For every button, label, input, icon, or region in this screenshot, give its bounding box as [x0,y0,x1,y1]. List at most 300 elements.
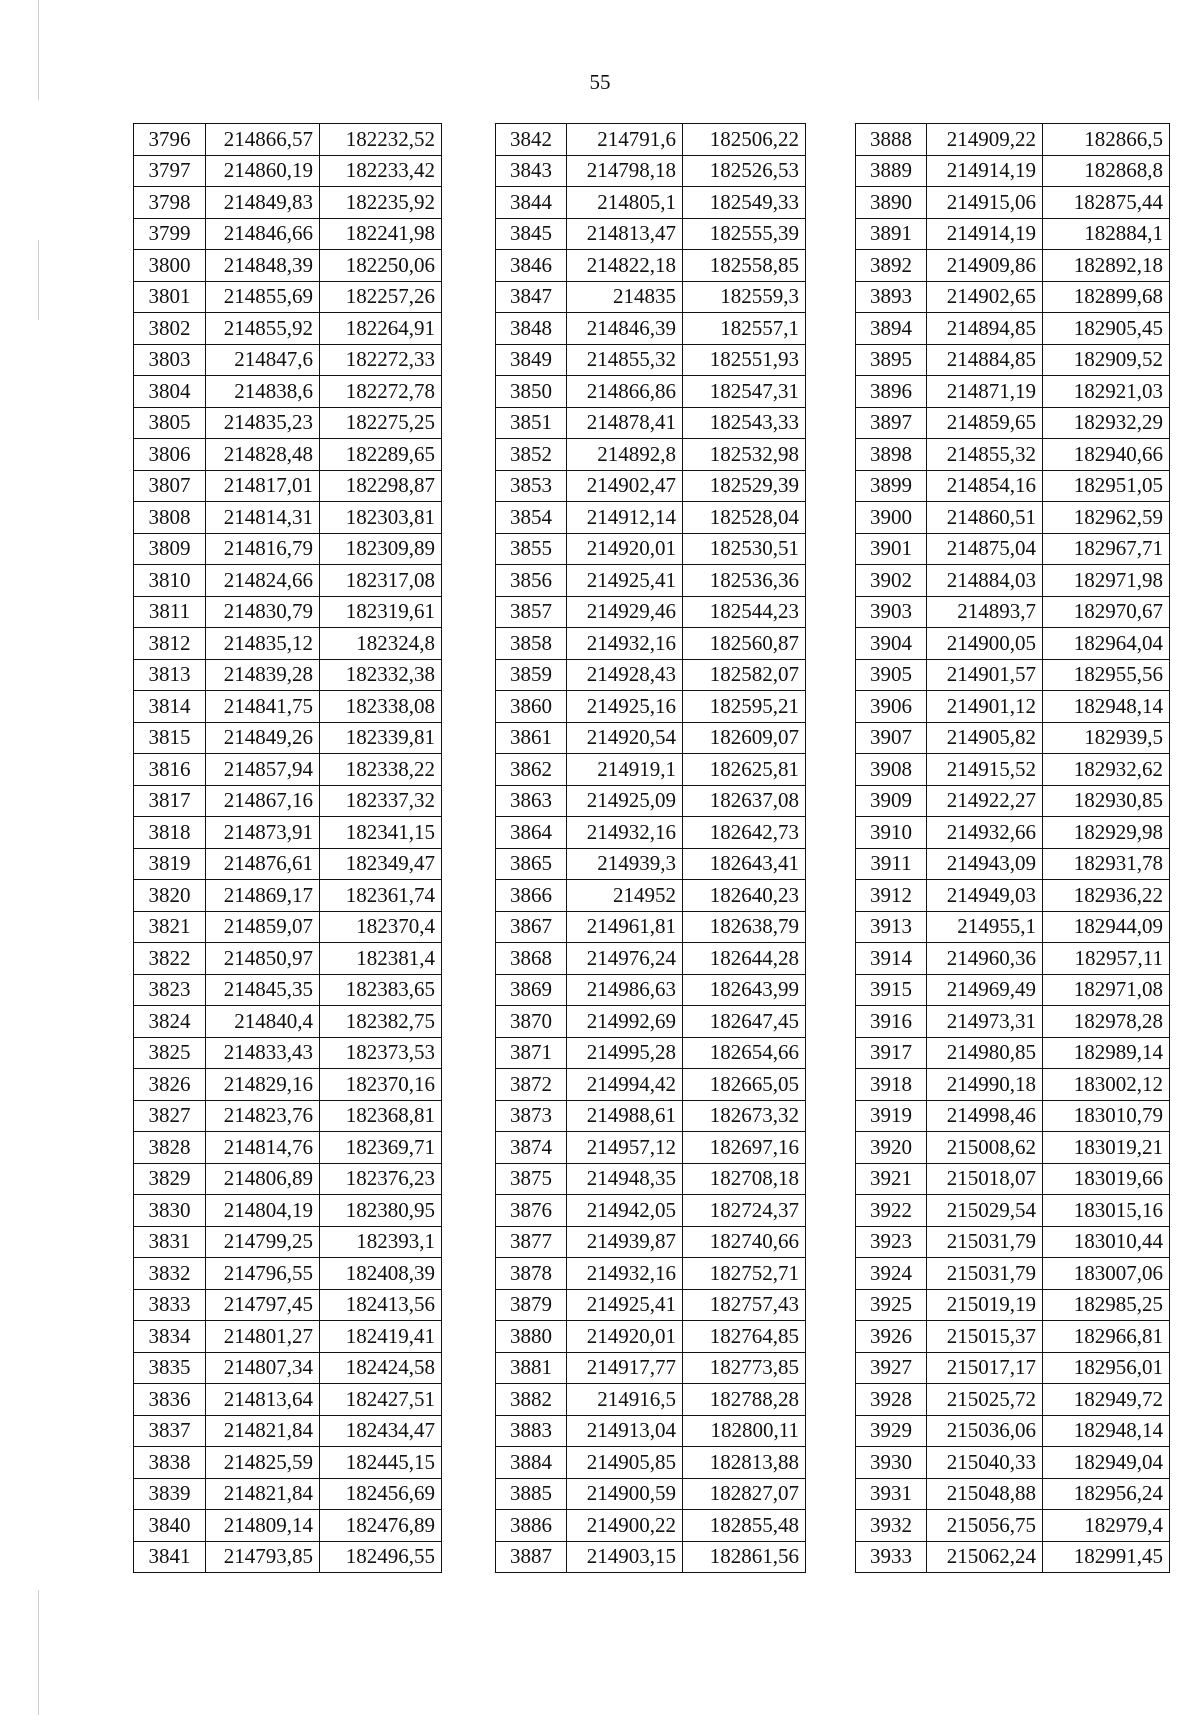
table-row [496,911,806,943]
point-number-cell: 3815 [134,722,206,754]
x-coordinate-cell: 214893,7 [927,596,1043,628]
point-number-cell: 3819 [134,848,206,880]
table-row [134,218,442,250]
y-coordinate-cell: 182931,78 [1043,848,1170,880]
x-coordinate-cell: 214830,79 [206,596,320,628]
table-row [496,1289,806,1321]
point-number-cell: 3854 [496,502,567,534]
x-coordinate-cell: 215025,72 [927,1384,1043,1416]
point-number-cell: 3910 [856,817,927,849]
table-row [856,974,1170,1006]
point-number-cell: 3818 [134,817,206,849]
y-coordinate-cell: 182445,15 [320,1447,442,1479]
table-row [134,659,442,691]
point-number-cell: 3853 [496,470,567,502]
x-coordinate-cell: 214988,61 [567,1100,683,1132]
y-coordinate-cell: 183019,66 [1043,1163,1170,1195]
x-coordinate-cell: 214920,54 [567,722,683,754]
x-coordinate-cell: 214915,52 [927,754,1043,786]
x-coordinate-cell: 214920,01 [567,1321,683,1353]
y-coordinate-cell: 182955,56 [1043,659,1170,691]
table-row [496,1258,806,1290]
table-row [134,187,442,219]
point-number-cell: 3844 [496,187,567,219]
point-number-cell: 3823 [134,974,206,1006]
table-row [134,974,442,1006]
x-coordinate-cell: 214859,07 [206,911,320,943]
table-row [856,817,1170,849]
x-coordinate-cell: 215031,79 [927,1258,1043,1290]
table-row [856,628,1170,660]
table-row [856,344,1170,376]
point-number-cell: 3817 [134,785,206,817]
x-coordinate-cell: 214855,32 [927,439,1043,471]
point-number-cell: 3843 [496,155,567,187]
table-row [134,596,442,628]
x-coordinate-cell: 214994,42 [567,1069,683,1101]
y-coordinate-cell: 182349,47 [320,848,442,880]
x-coordinate-cell: 214939,3 [567,848,683,880]
x-coordinate-cell: 214900,22 [567,1510,683,1542]
table-row [496,659,806,691]
point-number-cell: 3933 [856,1541,927,1573]
table-row [856,1132,1170,1164]
y-coordinate-cell: 182932,62 [1043,754,1170,786]
table-row [496,1100,806,1132]
x-coordinate-cell: 214928,43 [567,659,683,691]
y-coordinate-cell: 182383,65 [320,974,442,1006]
point-number-cell: 3930 [856,1447,927,1479]
y-coordinate-cell: 182232,52 [320,124,442,156]
y-coordinate-cell: 182971,08 [1043,974,1170,1006]
y-coordinate-cell: 182595,21 [683,691,806,723]
point-number-cell: 3903 [856,596,927,628]
x-coordinate-cell: 214920,01 [567,533,683,565]
point-number-cell: 3896 [856,376,927,408]
point-number-cell: 3883 [496,1415,567,1447]
y-coordinate-cell: 182324,8 [320,628,442,660]
table-row [134,1037,442,1069]
table-row [856,1069,1170,1101]
y-coordinate-cell: 183010,79 [1043,1100,1170,1132]
point-number-cell: 3821 [134,911,206,943]
x-coordinate-cell: 214884,03 [927,565,1043,597]
table-row [496,628,806,660]
table-row [856,848,1170,880]
y-coordinate-cell: 182544,23 [683,596,806,628]
x-coordinate-cell: 214822,18 [567,250,683,282]
x-coordinate-cell: 214801,27 [206,1321,320,1353]
y-coordinate-cell: 182543,33 [683,407,806,439]
y-coordinate-cell: 182665,05 [683,1069,806,1101]
point-number-cell: 3841 [134,1541,206,1573]
y-coordinate-cell: 182496,55 [320,1541,442,1573]
x-coordinate-cell: 214903,15 [567,1541,683,1573]
y-coordinate-cell: 182309,89 [320,533,442,565]
y-coordinate-cell: 182948,14 [1043,691,1170,723]
y-coordinate-cell: 182298,87 [320,470,442,502]
point-number-cell: 3839 [134,1478,206,1510]
coordinate-table-1 [133,123,442,1573]
y-coordinate-cell: 182275,25 [320,407,442,439]
table-row [134,1100,442,1132]
table-row [496,407,806,439]
y-coordinate-cell: 182456,69 [320,1478,442,1510]
x-coordinate-cell: 214961,81 [567,911,683,943]
table-row [856,880,1170,912]
x-coordinate-cell: 214892,8 [567,439,683,471]
y-coordinate-cell: 182339,81 [320,722,442,754]
point-number-cell: 3893 [856,281,927,313]
y-coordinate-cell: 182233,42 [320,155,442,187]
point-number-cell: 3824 [134,1006,206,1038]
y-coordinate-cell: 182930,85 [1043,785,1170,817]
table-row [856,1384,1170,1416]
point-number-cell: 3913 [856,911,927,943]
table-row [134,313,442,345]
x-coordinate-cell: 214828,48 [206,439,320,471]
y-coordinate-cell: 182948,14 [1043,1415,1170,1447]
table-row [856,1226,1170,1258]
point-number-cell: 3799 [134,218,206,250]
x-coordinate-cell: 214901,12 [927,691,1043,723]
table-row [496,1384,806,1416]
x-coordinate-cell: 214816,79 [206,533,320,565]
point-number-cell: 3897 [856,407,927,439]
table-row [496,974,806,1006]
table-row [134,1384,442,1416]
y-coordinate-cell: 182654,66 [683,1037,806,1069]
x-coordinate-cell: 214932,16 [567,817,683,849]
table-row [134,1163,442,1195]
table-row [496,344,806,376]
y-coordinate-cell: 182956,01 [1043,1352,1170,1384]
y-coordinate-cell: 182643,99 [683,974,806,1006]
point-number-cell: 3912 [856,880,927,912]
table-row [496,1478,806,1510]
point-number-cell: 3861 [496,722,567,754]
y-coordinate-cell: 182951,05 [1043,470,1170,502]
y-coordinate-cell: 182989,14 [1043,1037,1170,1069]
x-coordinate-cell: 214980,85 [927,1037,1043,1069]
x-coordinate-cell: 214824,66 [206,565,320,597]
y-coordinate-cell: 182875,44 [1043,187,1170,219]
point-number-cell: 3836 [134,1384,206,1416]
y-coordinate-cell: 182582,07 [683,659,806,691]
y-coordinate-cell: 182419,41 [320,1321,442,1353]
point-number-cell: 3907 [856,722,927,754]
point-number-cell: 3875 [496,1163,567,1195]
table-row [496,1510,806,1542]
y-coordinate-cell: 182800,11 [683,1415,806,1447]
page-number: 55 [589,70,611,94]
point-number-cell: 3916 [856,1006,927,1038]
point-number-cell: 3828 [134,1132,206,1164]
x-coordinate-cell: 214806,89 [206,1163,320,1195]
table-row [496,313,806,345]
table-row [496,785,806,817]
y-coordinate-cell: 182866,5 [1043,124,1170,156]
x-coordinate-cell: 214943,09 [927,848,1043,880]
y-coordinate-cell: 182673,32 [683,1100,806,1132]
y-coordinate-cell: 182967,71 [1043,533,1170,565]
x-coordinate-cell: 214809,14 [206,1510,320,1542]
point-number-cell: 3929 [856,1415,927,1447]
table-row [856,691,1170,723]
y-coordinate-cell: 182555,39 [683,218,806,250]
y-coordinate-cell: 182558,85 [683,250,806,282]
table-row [134,1447,442,1479]
y-coordinate-cell: 182740,66 [683,1226,806,1258]
y-coordinate-cell: 182434,47 [320,1415,442,1447]
x-coordinate-cell: 214838,6 [206,376,320,408]
y-coordinate-cell: 182932,29 [1043,407,1170,439]
table-row [496,1415,806,1447]
x-coordinate-cell: 214884,85 [927,344,1043,376]
y-coordinate-cell: 182532,98 [683,439,806,471]
x-coordinate-cell: 215036,06 [927,1415,1043,1447]
point-number-cell: 3820 [134,880,206,912]
y-coordinate-cell: 182393,1 [320,1226,442,1258]
point-number-cell: 3868 [496,943,567,975]
point-number-cell: 3827 [134,1100,206,1132]
y-coordinate-cell: 182956,24 [1043,1478,1170,1510]
table-row [134,754,442,786]
y-coordinate-cell: 182861,56 [683,1541,806,1573]
point-number-cell: 3902 [856,565,927,597]
point-number-cell: 3927 [856,1352,927,1384]
point-number-cell: 3885 [496,1478,567,1510]
table-row [134,1541,442,1573]
x-coordinate-cell: 214857,94 [206,754,320,786]
point-number-cell: 3806 [134,439,206,471]
y-coordinate-cell: 182964,04 [1043,628,1170,660]
y-coordinate-cell: 182528,04 [683,502,806,534]
x-coordinate-cell: 214914,19 [927,218,1043,250]
table-row [856,1289,1170,1321]
y-coordinate-cell: 182970,67 [1043,596,1170,628]
x-coordinate-cell: 214901,57 [927,659,1043,691]
y-coordinate-cell: 182506,22 [683,124,806,156]
point-number-cell: 3894 [856,313,927,345]
x-coordinate-cell: 215031,79 [927,1226,1043,1258]
table-row [496,722,806,754]
x-coordinate-cell: 215056,75 [927,1510,1043,1542]
point-number-cell: 3831 [134,1226,206,1258]
table-row [496,502,806,534]
y-coordinate-cell: 182272,78 [320,376,442,408]
point-number-cell: 3810 [134,565,206,597]
x-coordinate-cell: 214900,05 [927,628,1043,660]
scan-margin-line [38,1590,39,1715]
y-coordinate-cell: 182971,98 [1043,565,1170,597]
x-coordinate-cell: 214804,19 [206,1195,320,1227]
point-number-cell: 3878 [496,1258,567,1290]
y-coordinate-cell: 183010,44 [1043,1226,1170,1258]
table-row [496,281,806,313]
x-coordinate-cell: 214917,77 [567,1352,683,1384]
y-coordinate-cell: 182337,32 [320,785,442,817]
x-coordinate-cell: 214807,34 [206,1352,320,1384]
point-number-cell: 3926 [856,1321,927,1353]
table-row [496,1163,806,1195]
x-coordinate-cell: 214840,4 [206,1006,320,1038]
x-coordinate-cell: 214969,49 [927,974,1043,1006]
point-number-cell: 3837 [134,1415,206,1447]
table-row [856,218,1170,250]
y-coordinate-cell: 182697,16 [683,1132,806,1164]
point-number-cell: 3931 [856,1478,927,1510]
x-coordinate-cell: 214859,65 [927,407,1043,439]
table-row [496,880,806,912]
point-number-cell: 3889 [856,155,927,187]
table-row [496,1037,806,1069]
point-number-cell: 3898 [856,439,927,471]
point-number-cell: 3869 [496,974,567,1006]
table-row [134,817,442,849]
point-number-cell: 3909 [856,785,927,817]
x-coordinate-cell: 215018,07 [927,1163,1043,1195]
table-row [134,565,442,597]
x-coordinate-cell: 214995,28 [567,1037,683,1069]
table-row [856,281,1170,313]
table-row [134,1289,442,1321]
x-coordinate-cell: 214949,03 [927,880,1043,912]
point-number-cell: 3835 [134,1352,206,1384]
y-coordinate-cell: 182413,56 [320,1289,442,1321]
x-coordinate-cell: 214854,16 [927,470,1043,502]
point-number-cell: 3890 [856,187,927,219]
y-coordinate-cell: 182370,4 [320,911,442,943]
y-coordinate-cell: 182341,15 [320,817,442,849]
table-row [496,1132,806,1164]
table-row [856,1006,1170,1038]
table-row [856,470,1170,502]
x-coordinate-cell: 215019,19 [927,1289,1043,1321]
point-number-cell: 3873 [496,1100,567,1132]
table-row [496,817,806,849]
table-row [856,250,1170,282]
table-row [496,250,806,282]
table-row [856,1258,1170,1290]
x-coordinate-cell: 214817,01 [206,470,320,502]
y-coordinate-cell: 182373,53 [320,1037,442,1069]
x-coordinate-cell: 214814,31 [206,502,320,534]
point-number-cell: 3840 [134,1510,206,1542]
x-coordinate-cell: 214960,36 [927,943,1043,975]
table-row [856,1163,1170,1195]
point-number-cell: 3807 [134,470,206,502]
x-coordinate-cell: 214925,41 [567,1289,683,1321]
point-number-cell: 3801 [134,281,206,313]
table-row [134,785,442,817]
y-coordinate-cell: 183007,06 [1043,1258,1170,1290]
x-coordinate-cell: 214992,69 [567,1006,683,1038]
y-coordinate-cell: 182978,28 [1043,1006,1170,1038]
table-row [496,1447,806,1479]
y-coordinate-cell: 182637,08 [683,785,806,817]
table-row [856,596,1170,628]
table-row [856,502,1170,534]
y-coordinate-cell: 182317,08 [320,565,442,597]
x-coordinate-cell: 214916,5 [567,1384,683,1416]
y-coordinate-cell: 182936,22 [1043,880,1170,912]
point-number-cell: 3816 [134,754,206,786]
table-row [856,124,1170,156]
y-coordinate-cell: 182264,91 [320,313,442,345]
x-coordinate-cell: 214973,31 [927,1006,1043,1038]
x-coordinate-cell: 214835 [567,281,683,313]
x-coordinate-cell: 214948,35 [567,1163,683,1195]
point-number-cell: 3834 [134,1321,206,1353]
point-number-cell: 3809 [134,533,206,565]
x-coordinate-cell: 214855,32 [567,344,683,376]
x-coordinate-cell: 214952 [567,880,683,912]
x-coordinate-cell: 214922,27 [927,785,1043,817]
table-row [856,1415,1170,1447]
table-row [496,155,806,187]
table-row [496,565,806,597]
point-number-cell: 3798 [134,187,206,219]
table-row [496,533,806,565]
table-row [134,880,442,912]
y-coordinate-cell: 182813,88 [683,1447,806,1479]
x-coordinate-cell: 214976,24 [567,943,683,975]
y-coordinate-cell: 182560,87 [683,628,806,660]
table-row [134,1321,442,1353]
table-row [856,659,1170,691]
x-coordinate-cell: 214866,86 [567,376,683,408]
point-number-cell: 3899 [856,470,927,502]
table-row [134,281,442,313]
y-coordinate-cell: 182868,8 [1043,155,1170,187]
x-coordinate-cell: 214905,85 [567,1447,683,1479]
point-number-cell: 3855 [496,533,567,565]
table-row [856,911,1170,943]
y-coordinate-cell: 182476,89 [320,1510,442,1542]
y-coordinate-cell: 182708,18 [683,1163,806,1195]
table-row [134,124,442,156]
point-number-cell: 3876 [496,1195,567,1227]
y-coordinate-cell: 182638,79 [683,911,806,943]
y-coordinate-cell: 182427,51 [320,1384,442,1416]
y-coordinate-cell: 182530,51 [683,533,806,565]
y-coordinate-cell: 182985,25 [1043,1289,1170,1321]
x-coordinate-cell: 214849,83 [206,187,320,219]
table-row [134,1132,442,1164]
point-number-cell: 3880 [496,1321,567,1353]
point-number-cell: 3802 [134,313,206,345]
x-coordinate-cell: 214869,17 [206,880,320,912]
point-number-cell: 3797 [134,155,206,187]
point-number-cell: 3920 [856,1132,927,1164]
table-row [856,155,1170,187]
y-coordinate-cell: 182303,81 [320,502,442,534]
table-row [134,943,442,975]
y-coordinate-cell: 182257,26 [320,281,442,313]
point-number-cell: 3932 [856,1510,927,1542]
y-coordinate-cell: 182892,18 [1043,250,1170,282]
point-number-cell: 3901 [856,533,927,565]
y-coordinate-cell: 182376,23 [320,1163,442,1195]
y-coordinate-cell: 182724,37 [683,1195,806,1227]
y-coordinate-cell: 182370,16 [320,1069,442,1101]
table-row [856,1352,1170,1384]
y-coordinate-cell: 182773,85 [683,1352,806,1384]
y-coordinate-cell: 182909,52 [1043,344,1170,376]
table-row [134,1226,442,1258]
point-number-cell: 3803 [134,344,206,376]
